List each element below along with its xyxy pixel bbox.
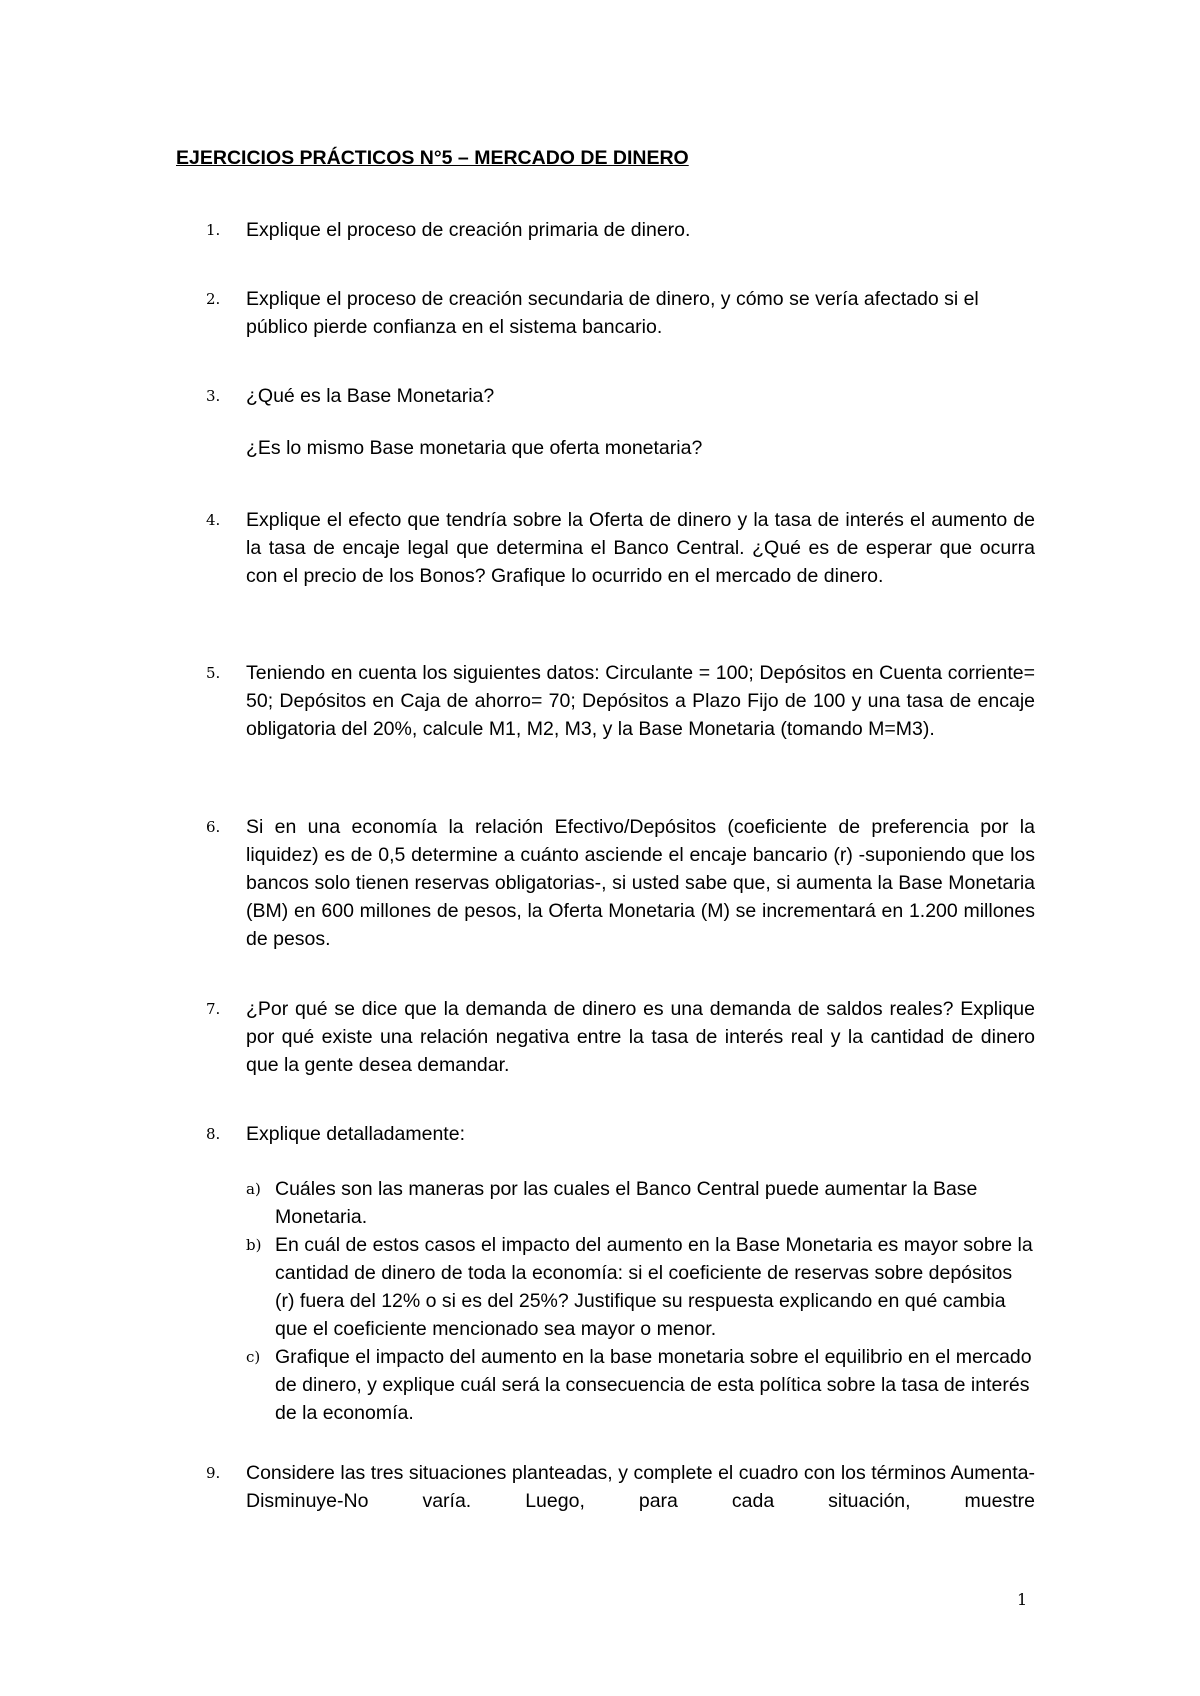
subitem-c [246, 1343, 1035, 1427]
page-number: 1 [1017, 1590, 1028, 1609]
subitem-letter: b) [246, 1236, 262, 1254]
exercise-number: 2. [206, 290, 221, 308]
subitem-letter: c) [246, 1348, 261, 1366]
subitem-a [246, 1175, 1035, 1231]
subitem-text: Grafique el impacto del aumento en la base monetaria sobre el equilibrio en el mercado de dinero, y explique cuál será la consecuencia de esta política sobre la tasa de interés de la economía. [275, 1346, 1032, 1424]
exercise-number: 5. [206, 664, 221, 682]
exercise-text: ¿Es lo mismo Base monetaria que oferta monetaria? [246, 437, 703, 459]
exercise-number: 7. [206, 1000, 221, 1018]
exercise-text: Explique el efecto que tendría sobre la Oferta de dinero y la tasa de interés el aumento de la tasa de encaje legal que determina el Banco Central. ¿Qué es de esperar que ocurra con el precio de los Bonos? Grafique lo ocurrido en el mercado de dinero. [246, 509, 1035, 587]
exercise-text: Teniendo en cuenta los siguientes datos: Circulante = 100; Depósitos en Cuenta corriente= 50; Depósitos en Caja de ahorro= 70; Depósitos a Plazo Fijo de 100 y una tasa de encaje obligatoria del 20%, calcule M1, M2, M3, y la Base Monetaria (tomando M=M3). [246, 662, 1035, 740]
exercise-text: Si en una economía la relación Efectivo/Depósitos (coeficiente de preferencia por la liquidez) es de 0,5 determine a cuánto asciende el encaje bancario (r) -suponiendo que los bancos solo tienen reservas obligatorias-, si usted sabe que, si aumenta la Base Monetaria (BM) en 600 millones de pesos, la Oferta Monetaria (M) se incrementará en 1.200 millones de pesos. [246, 816, 1035, 950]
exercise-text: ¿Por qué se dice que la demanda de dinero es una demanda de saldos reales? Explique por qué existe una relación negativa entre la tasa de interés real y la cantidad de dinero que la gente desea demandar. [246, 998, 1035, 1076]
exercise-number: 8. [206, 1125, 221, 1143]
exercise-text: Explique detalladamente: [246, 1123, 465, 1145]
subitem-text: En cuál de estos casos el impacto del aumento en la Base Monetaria es mayor sobre la cantidad de dinero de toda la economía: si el coeficiente de reservas sobre depósitos (r) fuera del 12% o si es del 25%? Justifique su respuesta explicando en qué cambia que el coeficiente mencionado sea mayor o menor. [275, 1234, 1033, 1340]
exercise-text: ¿Qué es la Base Monetaria? [246, 385, 495, 407]
page-title: EJERCICIOS PRÁCTICOS N°5 – MERCADO DE DINERO [176, 147, 689, 169]
exercise-text: Explique el proceso de creación secundaria de dinero, y cómo se vería afectado si el público pierde confianza en el sistema bancario. [246, 288, 979, 338]
subitem-text: Cuáles son las maneras por las cuales el Banco Central puede aumentar la Base Monetaria. [275, 1178, 978, 1228]
subitem-b [246, 1231, 1035, 1343]
exercise-number: 9. [206, 1464, 221, 1482]
exercise-number: 6. [206, 818, 221, 836]
exercise-number: 1. [206, 221, 221, 239]
exercise-number: 3. [206, 387, 221, 405]
exercise-text: Explique el proceso de creación primaria de dinero. [246, 219, 691, 241]
subitem-letter: a) [246, 1180, 261, 1198]
exercise-text: Considere las tres situaciones planteadas, y complete el cuadro con los términos Aumenta- Disminuye-No varía. Luego, para cada situación, muestre [246, 1462, 1035, 1512]
exercise-number: 4. [206, 511, 221, 529]
